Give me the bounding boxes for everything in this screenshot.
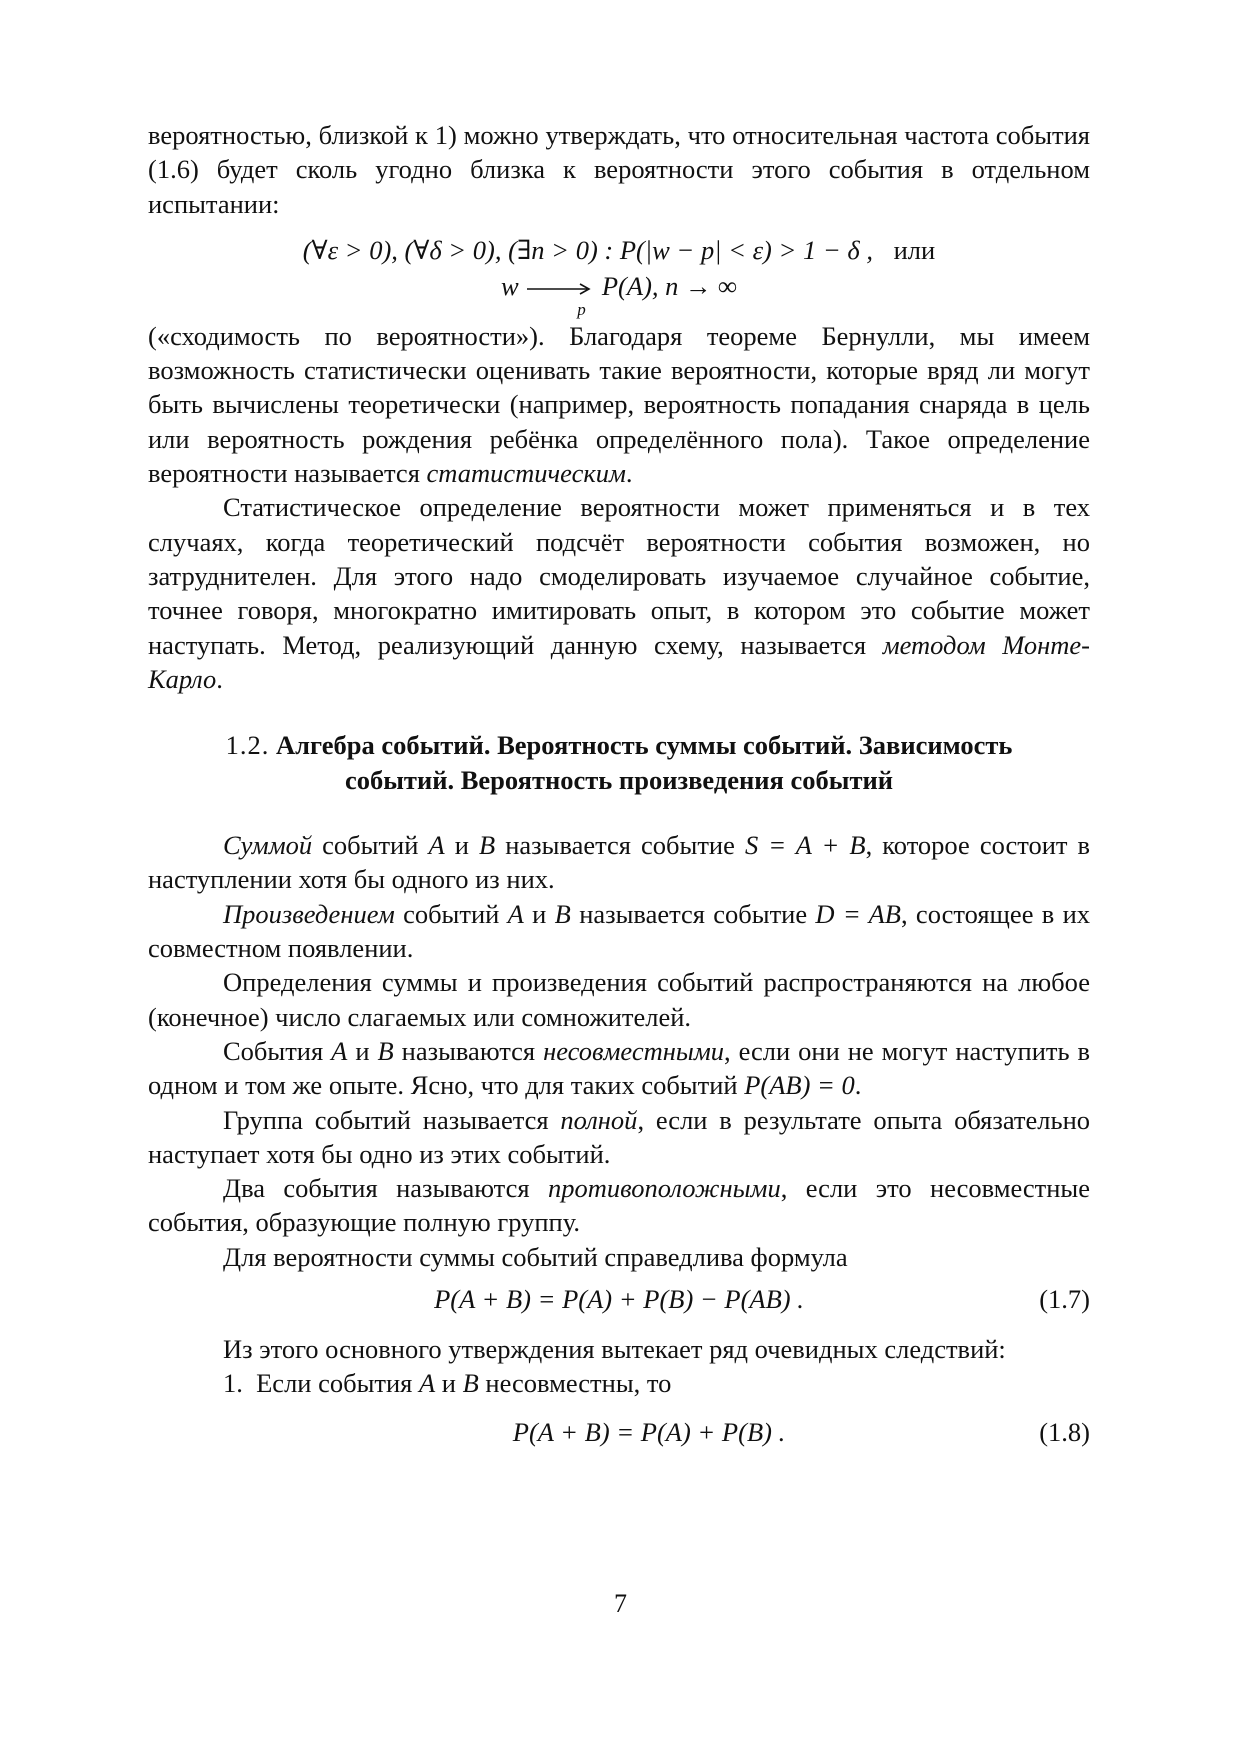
list-item-1-var-a: A bbox=[418, 1368, 436, 1399]
section-heading bbox=[148, 728, 1090, 798]
paragraph-incompatible bbox=[148, 1034, 1090, 1103]
paragraph-product-definition bbox=[148, 897, 1090, 966]
product-var-a: A bbox=[507, 898, 524, 929]
incompatible-var-a: A bbox=[331, 1035, 348, 1066]
sum-text-c: , которое состоит в наступлении хотя бы одного из них. bbox=[148, 830, 1091, 895]
formula-1-7-number: (1.7) bbox=[1039, 1284, 1090, 1315]
paragraph-top: вероятностью, близкой к 1) можно утверждать, что относительная частота события (1.6) будет сколь угодно близка к вероятности этого события в отдельном испытании: bbox=[148, 120, 1090, 219]
paragraph-formula-intro: Для вероятности суммы событий справедлива формула bbox=[223, 1241, 848, 1272]
full-group-text-a: Группа событий называется bbox=[223, 1104, 549, 1135]
opposite-term: противоположными bbox=[547, 1173, 781, 1204]
opposite-text-a: Два события называются bbox=[223, 1173, 530, 1204]
paragraph-monte-carlo bbox=[148, 490, 1090, 696]
incompatible-var-b: B bbox=[377, 1035, 394, 1066]
product-var-b: B bbox=[554, 898, 571, 929]
list-item-1-text-b: несовместны, то bbox=[485, 1368, 672, 1399]
sum-term: Суммой bbox=[223, 830, 313, 861]
full-group-text-b: , если в результате опыта обязательно наступает хотя бы одно из этих событий. bbox=[148, 1104, 1090, 1169]
paragraph-bernoulli-emphasis: статистическим bbox=[426, 458, 626, 489]
list-item-1-var-b: B bbox=[462, 1368, 479, 1399]
sum-and: и bbox=[454, 830, 469, 861]
formula-convergence-2-w: w bbox=[500, 270, 519, 301]
list-item-1-number: 1. bbox=[223, 1368, 243, 1399]
product-term: Произведением bbox=[223, 898, 395, 929]
page-number: 7 bbox=[614, 1589, 627, 1618]
sum-text-a: событий bbox=[322, 830, 419, 861]
formula-convergence-2-rest: P(A), n → ∞ bbox=[601, 270, 738, 301]
sum-formula: S = A + B bbox=[744, 830, 866, 861]
opposite-text-b: , если это несовместные события, образующие полную группу. bbox=[148, 1173, 1090, 1238]
paragraph-extend: Определения суммы и произведения событий распространяются на любое (конечное) число слагаемых или сомножителей. bbox=[148, 967, 1090, 1032]
paragraph-opposite bbox=[148, 1171, 1090, 1240]
product-and: и bbox=[532, 898, 547, 929]
incompatible-and: и bbox=[355, 1035, 370, 1066]
incompatible-text-b: называются bbox=[401, 1035, 536, 1066]
incompatible-end: . bbox=[854, 1070, 862, 1101]
product-text-b: называется событие bbox=[579, 898, 808, 929]
page-body bbox=[148, 118, 1090, 1465]
paragraph-consequences: Из этого основного утверждения вытекает ряд очевидных следствий: bbox=[223, 1334, 1006, 1365]
incompatible-term: несовместными bbox=[543, 1035, 725, 1066]
product-formula: D = AB bbox=[815, 898, 901, 929]
formula-convergence-1-body: (∀ε > 0), (∀δ > 0), (∃n > 0) : P(|w − p| < ε) > 1 − δ , bbox=[302, 234, 873, 265]
formula-convergence-1-or: или bbox=[893, 234, 936, 265]
paragraph-bernoulli-end: . bbox=[625, 458, 633, 489]
list-item-1 bbox=[148, 1366, 1090, 1400]
formula-1-8-body: P(A + B) = P(A) + P(B) . bbox=[512, 1416, 786, 1447]
sum-var-b: B bbox=[478, 830, 496, 861]
paragraph-monte-carlo-emphasis: методом Монте-Карло bbox=[148, 629, 1091, 694]
sum-text-b: называется событие bbox=[505, 830, 735, 861]
sum-var-a: A bbox=[428, 830, 445, 861]
formula-1-8-number: (1.8) bbox=[1039, 1416, 1090, 1447]
paragraph-bernoulli bbox=[148, 319, 1090, 490]
paragraph-sum-definition bbox=[148, 828, 1090, 897]
formula-1-7-body: P(A + B) = P(A) + P(B) − P(AB) . bbox=[434, 1284, 804, 1315]
list-item-1-text-a: Если события bbox=[256, 1368, 413, 1399]
section-heading-line-2: событий. Вероятность произведения событий bbox=[344, 765, 894, 796]
formula-convergence-1 bbox=[148, 233, 1090, 269]
convergence-arrow-icon bbox=[525, 279, 595, 319]
paragraph-monte-carlo-end: . bbox=[216, 663, 223, 694]
incompatible-text-a: События bbox=[223, 1035, 324, 1066]
section-number: 1.2. bbox=[225, 730, 270, 761]
full-group-term: полной bbox=[560, 1104, 638, 1135]
incompatible-text-c: , если они не могут наступить в одном и том же опыте. Ясно, что для таких событий bbox=[148, 1035, 1091, 1101]
list-item-1-and: и bbox=[441, 1368, 456, 1399]
section-heading-line-1 bbox=[148, 728, 1090, 763]
formula-1-8 bbox=[148, 1415, 1090, 1465]
incompatible-formula: P(AB) = 0 bbox=[744, 1070, 855, 1101]
product-text-a: событий bbox=[403, 898, 500, 929]
paragraph-bernoulli-text: («сходимость по вероятности»). Благодаря теореме Бернулли, мы имеем возможность статистически оценивать такие вероятности, которые вряд ли могут быть вычислены теоретически (например, вероятность попадания снаряда в цель или вероятность рождения ребёнка определённого пола). Такое определение вероятности называется bbox=[148, 320, 1090, 489]
formula-convergence-2 bbox=[148, 269, 1090, 319]
section-title-1: Алгебра событий. Вероятность суммы событий. Зависимость bbox=[276, 730, 1013, 761]
paragraph-full-group bbox=[148, 1103, 1090, 1172]
product-text-c: , состоящее в их совместном появлении. bbox=[148, 898, 1091, 964]
formula-1-7 bbox=[148, 1282, 1090, 1332]
formula-convergence-2-p: p bbox=[577, 299, 586, 319]
paragraph-monte-carlo-text: Статистическое определение вероятности может применяться и в тех случаях, когда теоретический подсчёт вероятности события возможен, но затруднителен. Для этого надо смоделировать изучаемое случайное событие, точнее говоря, многократно имитировать опыт, в котором это событие может наступать. Метод, реализующий данную схему, называется bbox=[148, 492, 1090, 660]
